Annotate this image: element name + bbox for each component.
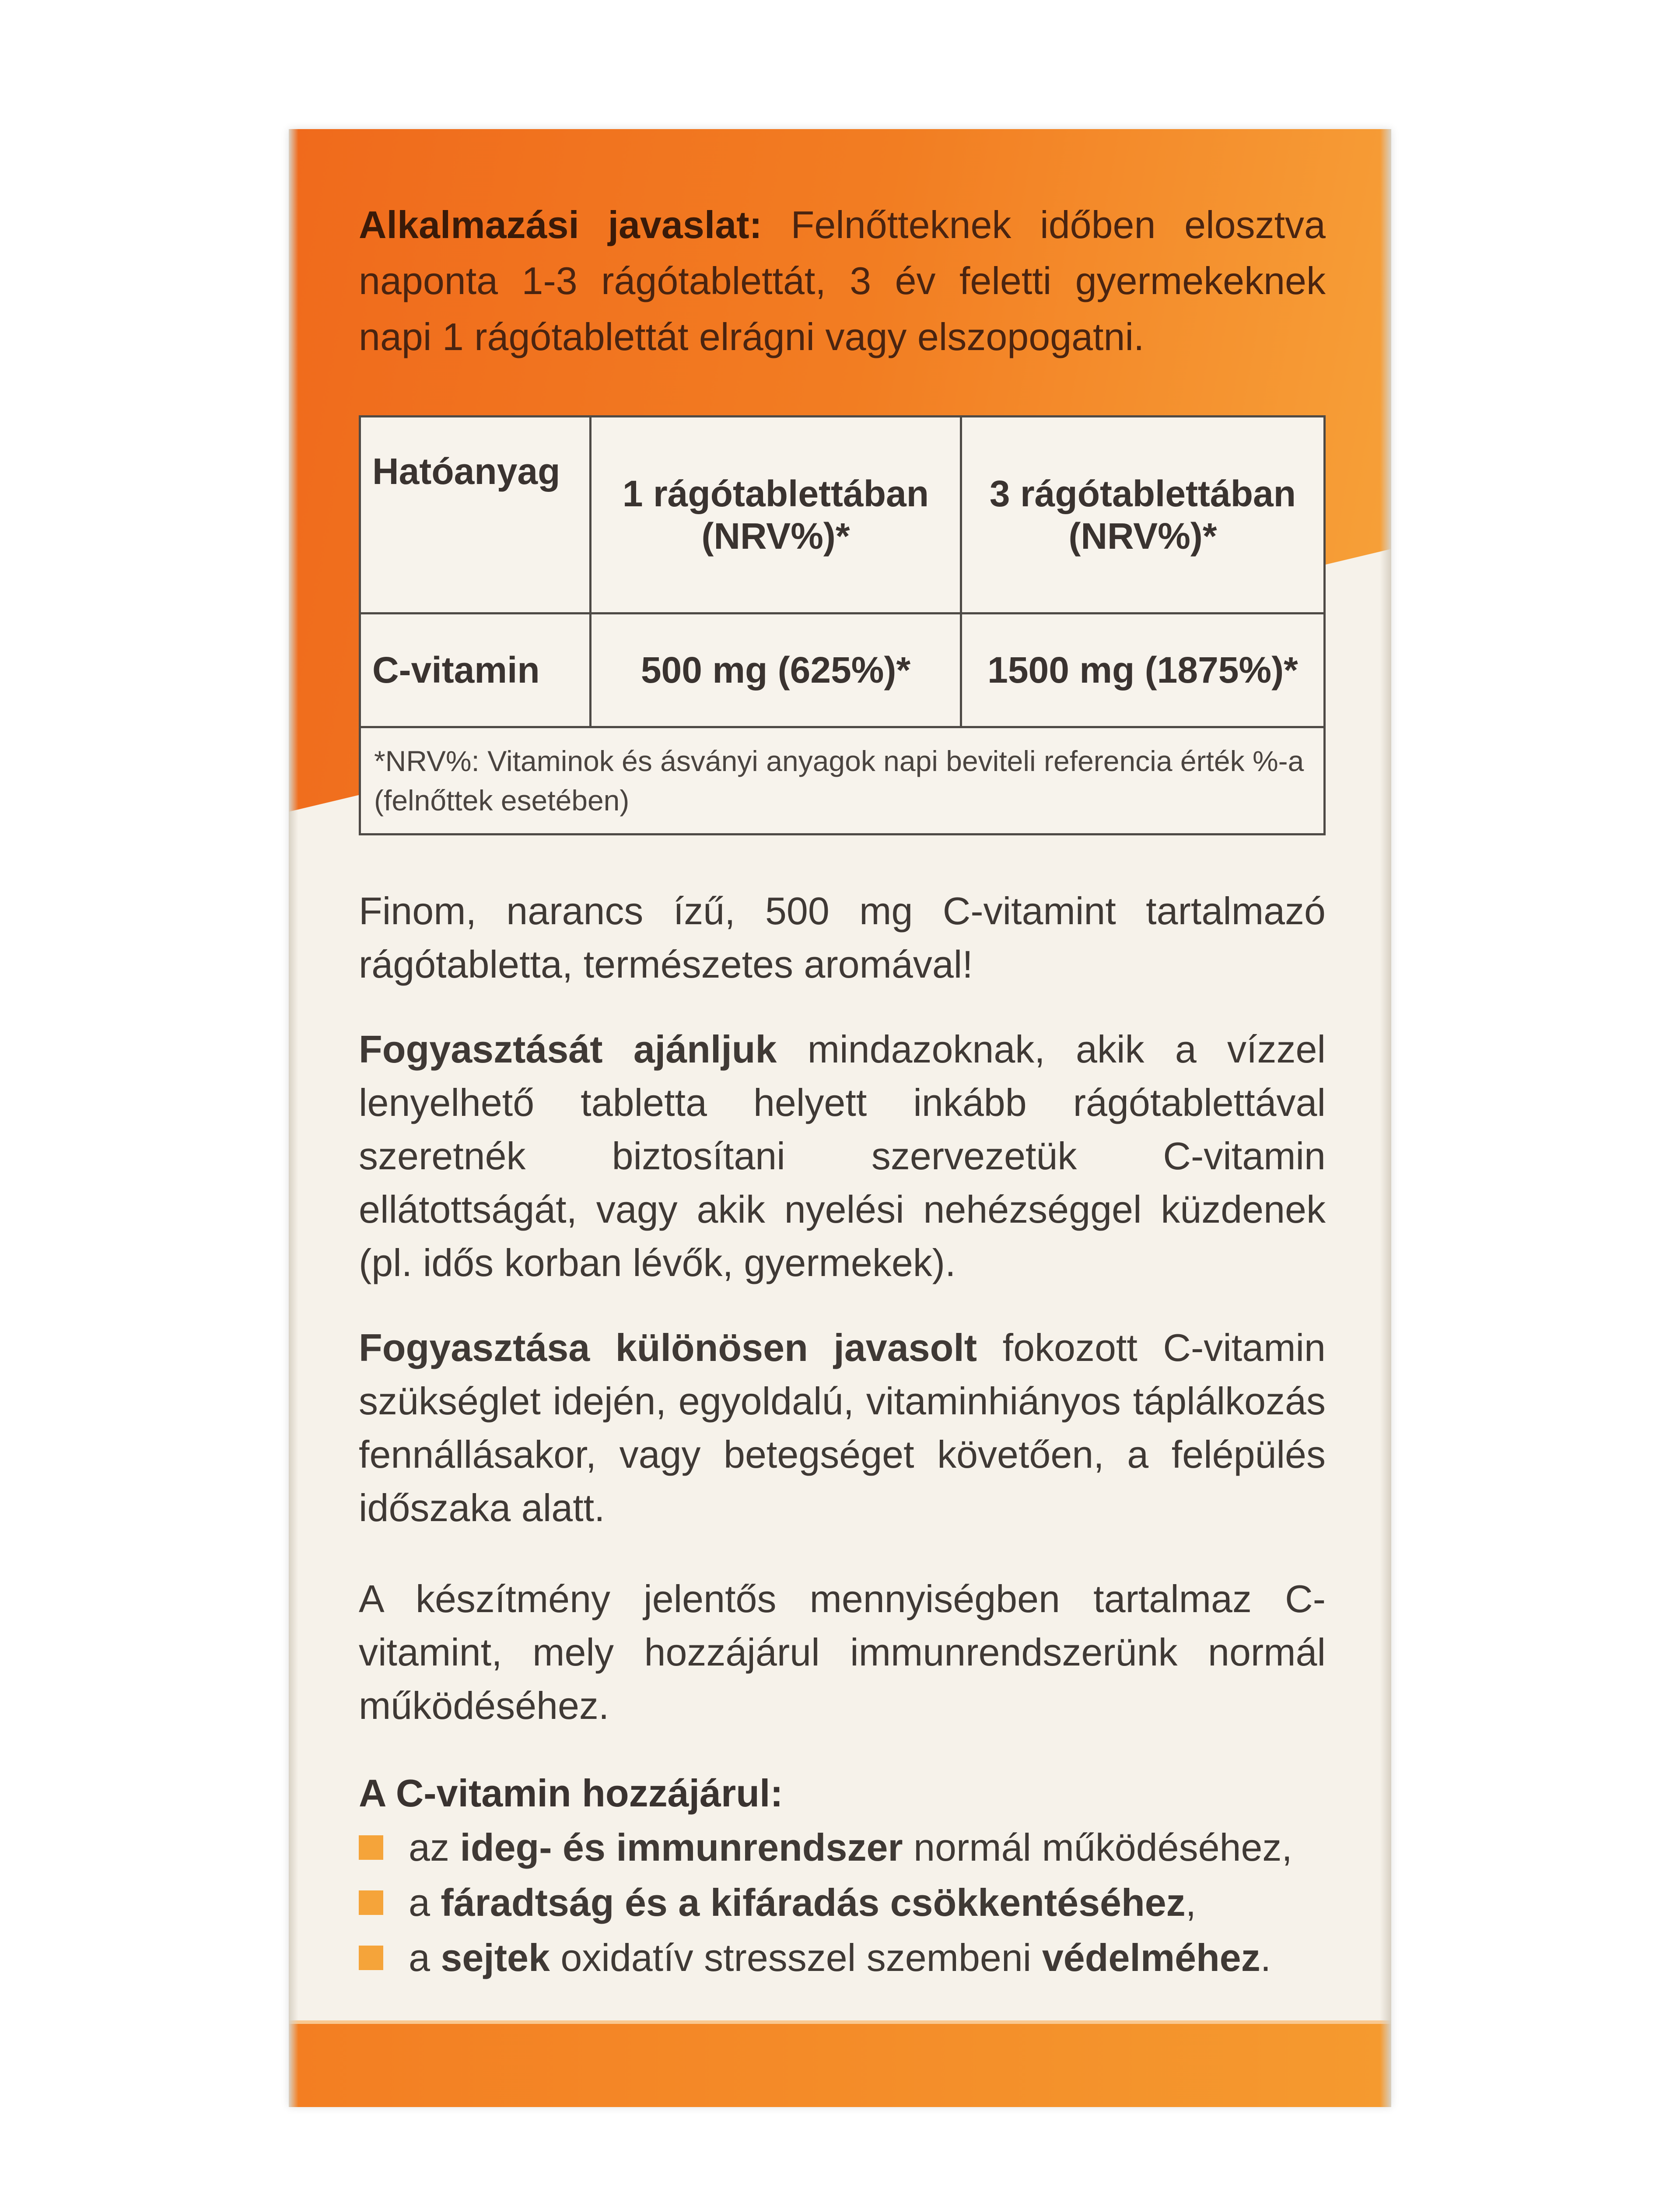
list-item bbox=[359, 1930, 1326, 1985]
contributes-heading: A C-vitamin hozzájárul: bbox=[359, 1771, 783, 1815]
list-item-text bbox=[409, 1930, 1271, 1985]
especially-recommended-paragraph bbox=[359, 1321, 1326, 1535]
square-bullet-icon bbox=[359, 1835, 383, 1860]
table-note: *NRV%: Vitaminok és ásványi anyagok napi beviteli referencia érték %-a (felnőttek esetében) bbox=[360, 727, 1325, 835]
especially-recommended-bold: Fogyasztása különösen javasolt bbox=[359, 1326, 977, 1369]
list-item-bold: ideg- és immunrendszer bbox=[460, 1826, 903, 1869]
table-header-row bbox=[360, 417, 1325, 614]
list-item-prefix: az bbox=[409, 1826, 460, 1869]
list-item-middle: oxidatív stresszel szembeni bbox=[550, 1936, 1042, 1979]
contributes-list bbox=[359, 1820, 1326, 1985]
list-item-text bbox=[409, 1820, 1292, 1875]
table-cell-three-tablets-amount: 1500 mg (1875%)* bbox=[961, 614, 1325, 727]
table-cell-one-tablet-amount: 500 mg (625%)* bbox=[591, 614, 961, 727]
square-bullet-icon bbox=[359, 1946, 383, 1970]
nutrition-table bbox=[359, 415, 1326, 835]
list-item-suffix: . bbox=[1260, 1936, 1271, 1979]
list-item-suffix: normál működéséhez, bbox=[903, 1826, 1292, 1869]
table-cell-ingredient: C-vitamin bbox=[360, 614, 591, 727]
recommended-for-paragraph bbox=[359, 1023, 1326, 1290]
list-item bbox=[359, 1875, 1326, 1930]
list-item bbox=[359, 1820, 1326, 1875]
orange-footer-band bbox=[289, 2024, 1391, 2107]
table-header-one-tablet: 1 rágótablettában (NRV%)* bbox=[591, 417, 961, 614]
description-paragraph: Finom, narancs ízű, 500 mg C-vitamint tartalmazó rágótabletta, természetes aromával! bbox=[359, 889, 1326, 986]
usage-recommendation bbox=[359, 197, 1326, 365]
label-content bbox=[359, 197, 1326, 1985]
box-edge-left bbox=[289, 129, 298, 2107]
package-panel bbox=[289, 129, 1391, 2107]
list-item-prefix: a bbox=[409, 1936, 441, 1979]
table-header-active-ingredient: Hatóanyag bbox=[360, 417, 591, 614]
table-row bbox=[360, 614, 1325, 727]
usage-text: Felnőtteknek időben elosztva naponta 1-3 rágótablettát, 3 év feletti gyermekeknek napi 1 rágótablettát elrágni vagy elszopogatni. bbox=[359, 203, 1326, 358]
list-item-bold: fáradtság és a kifáradás csökkentéséhez bbox=[441, 1881, 1186, 1924]
especially-recommended-text: fokozott C-vitamin szükséglet idején, egyoldalú, vitaminhiányos táplálkozás fennállásakor, vagy betegséget követően, a felépülés időszaka alatt. bbox=[359, 1326, 1326, 1529]
list-item-prefix: a bbox=[409, 1881, 441, 1924]
list-item-bold: sejtek bbox=[441, 1936, 550, 1979]
table-note-row bbox=[360, 727, 1325, 835]
box-edge-right bbox=[1380, 129, 1391, 2107]
immune-claim-paragraph: A készítmény jelentős mennyiségben tartalmaz C-vitamint, mely hozzájárul immunrendszerünk normál működéséhez. bbox=[359, 1577, 1326, 1727]
list-item-text bbox=[409, 1875, 1196, 1930]
recommended-for-bold: Fogyasztását ajánljuk bbox=[359, 1027, 777, 1071]
list-item-bold-2: védelméhez bbox=[1042, 1936, 1260, 1979]
recommended-for-text: mindazoknak, akik a vízzel lenyelhető tabletta helyett inkább rágótablettával szeretnék biztosítani szervezetük C-vitamin ellátottságát, vagy akik nyelési nehézséggel küzdenek (pl. idős korban lévők, gyermekek). bbox=[359, 1027, 1326, 1284]
square-bullet-icon bbox=[359, 1890, 383, 1915]
table-header-three-tablets: 3 rágótablettában (NRV%)* bbox=[961, 417, 1325, 614]
orange-footer-line bbox=[289, 2020, 1391, 2024]
list-item-suffix: , bbox=[1185, 1881, 1197, 1924]
usage-label: Alkalmazási javaslat: bbox=[359, 203, 762, 246]
